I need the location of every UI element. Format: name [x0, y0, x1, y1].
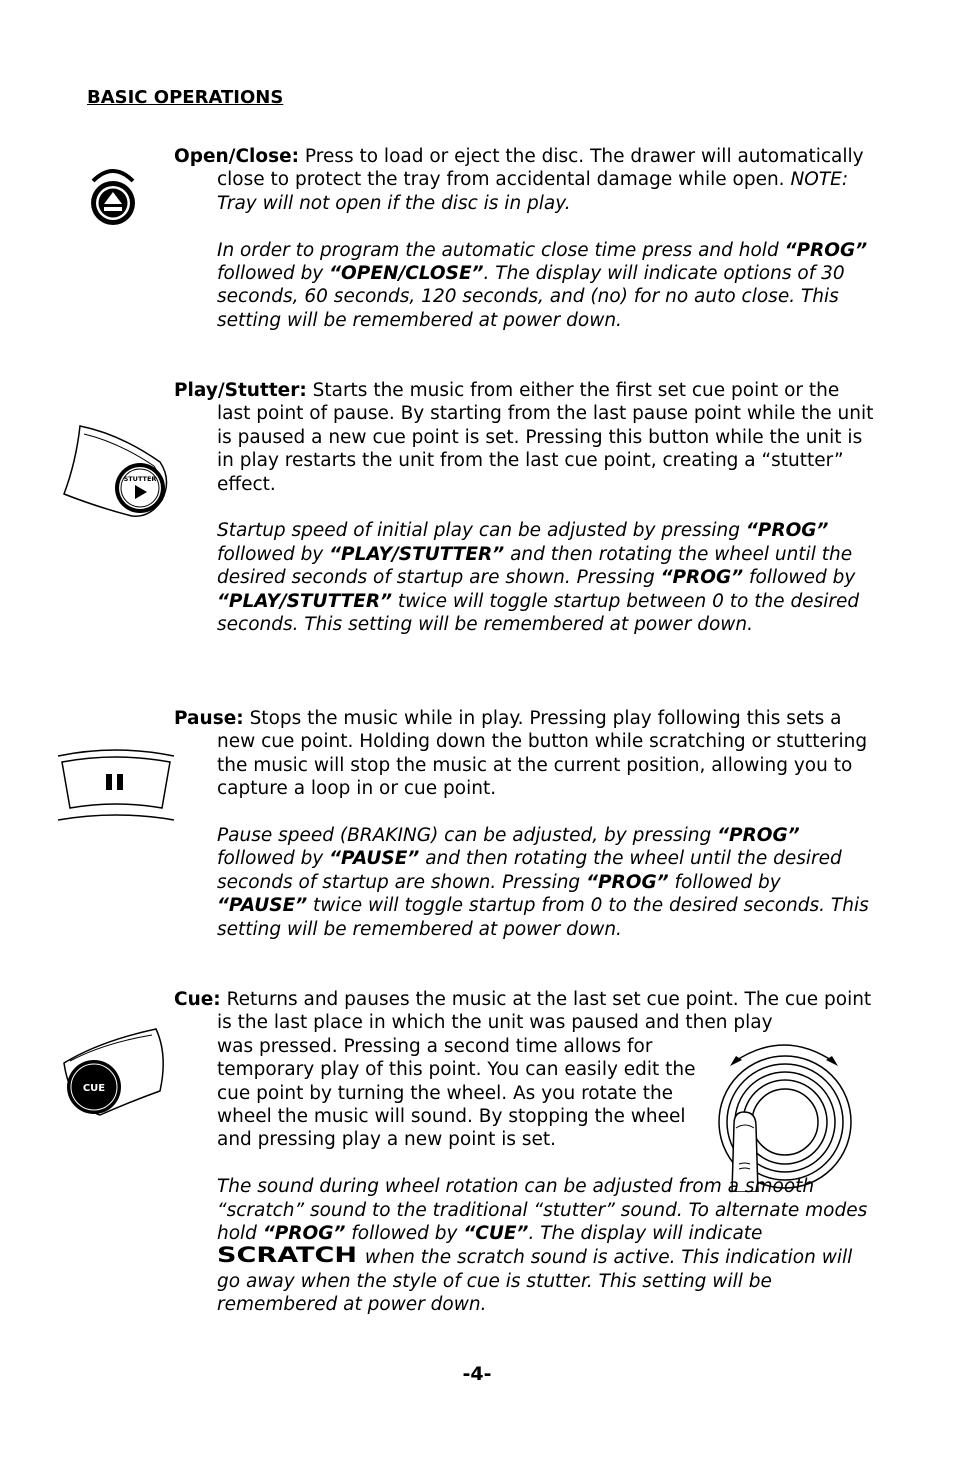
open-close-program-note: In order to program the automatic close time press and hold “PROG” followed by “OPEN/CLOSE”. The display will indicate options of 30 seconds, 60 seconds, 120 seconds, and (no) for no auto close. This setting will be remembered at power down.	[217, 239, 868, 331]
open-close-term: Open/Close:	[174, 146, 300, 167]
section-open-close	[174, 145, 874, 332]
cue-term: Cue:	[174, 989, 221, 1010]
section-pause	[174, 707, 874, 941]
section-cue	[174, 988, 874, 1317]
stutter-icon-label: STUTTER	[123, 475, 157, 483]
scratch-display-indicator	[217, 1245, 359, 1265]
play-stutter-description: Play/Stutter: Starts the music from either the first set cue point or the last point of pause. By starting from the last pause point while the unit is paused a new cue point is set. Pressing this button while the unit is in play restarts the unit from the last cue point, creating a “stutter” effect.	[174, 380, 874, 495]
eject-button-icon	[86, 163, 140, 227]
pause-description: Pause: Stops the music while in play. Pressing play following this sets a new cue point. Holding down the button while scratching or stuttering the music will stop the music at the current position, allowing you to capture a loop in or cue point.	[174, 708, 868, 800]
play-stutter-term: Play/Stutter:	[174, 380, 307, 401]
open-close-description: Open/Close: Press to load or eject the disc. The drawer will automatically close to protect the tray from accidental damage while open. NOTE: Tray will not open if the disc is in play.	[174, 146, 864, 214]
section-play-stutter	[174, 379, 874, 636]
cue-description-continued: was pressed. Pressing a second time allows for temporary play of this point. You can easily edit the cue point by turning the wheel. As you rotate the wheel the music will sound. By stopping the wheel and pressing play a new point is set.	[217, 1035, 696, 1151]
play-stutter-program-note: Startup speed of initial play can be adjusted by pressing “PROG” followed by “PLAY/STUTTER” and then rotating the wheel until the desired seconds of startup are shown. Pressing “PROG” followed by “PLAY/STUTTER” twice will toggle startup between 0 to the desired seconds. This setting will be remembered at power down.	[217, 520, 860, 636]
play-stutter-button-icon	[60, 422, 172, 520]
cue-button-icon	[60, 1025, 170, 1121]
cue-description: Cue: Returns and pauses the music at the last set cue point. The cue point is the last place in which the unit was paused and then play	[174, 989, 872, 1034]
pause-program-note: Pause speed (BRAKING) can be adjusted, by pressing “PROG” followed by “PAUSE” and then rotating the wheel until the desired seconds of startup are shown. Pressing “PROG” followed by “PAUSE” twice will toggle startup from 0 to the desired seconds. This setting will be remembered at power down.	[217, 825, 869, 940]
page-number: -4-	[462, 1363, 492, 1385]
cue-program-note: The sound during wheel rotation can be adjusted from a smooth “scratch” sound to the traditional “stutter” sound. To alternate modes hold “PROG” followed by “CUE”. The display will indicate SCRATCH when the scratch sound is active. This indication will go away when the style of cue is stutter. This setting will be remembered at power down.	[217, 1176, 868, 1316]
pause-term: Pause:	[174, 708, 244, 729]
pause-button-icon	[56, 748, 176, 824]
page-heading: BASIC OPERATIONS	[87, 87, 284, 108]
open-close-note: NOTE: Tray will not open if the disc is in play.	[217, 169, 849, 214]
scratch-indicator-label: SCRATCH	[217, 1245, 357, 1266]
cue-icon-label: CUE	[82, 1083, 106, 1094]
